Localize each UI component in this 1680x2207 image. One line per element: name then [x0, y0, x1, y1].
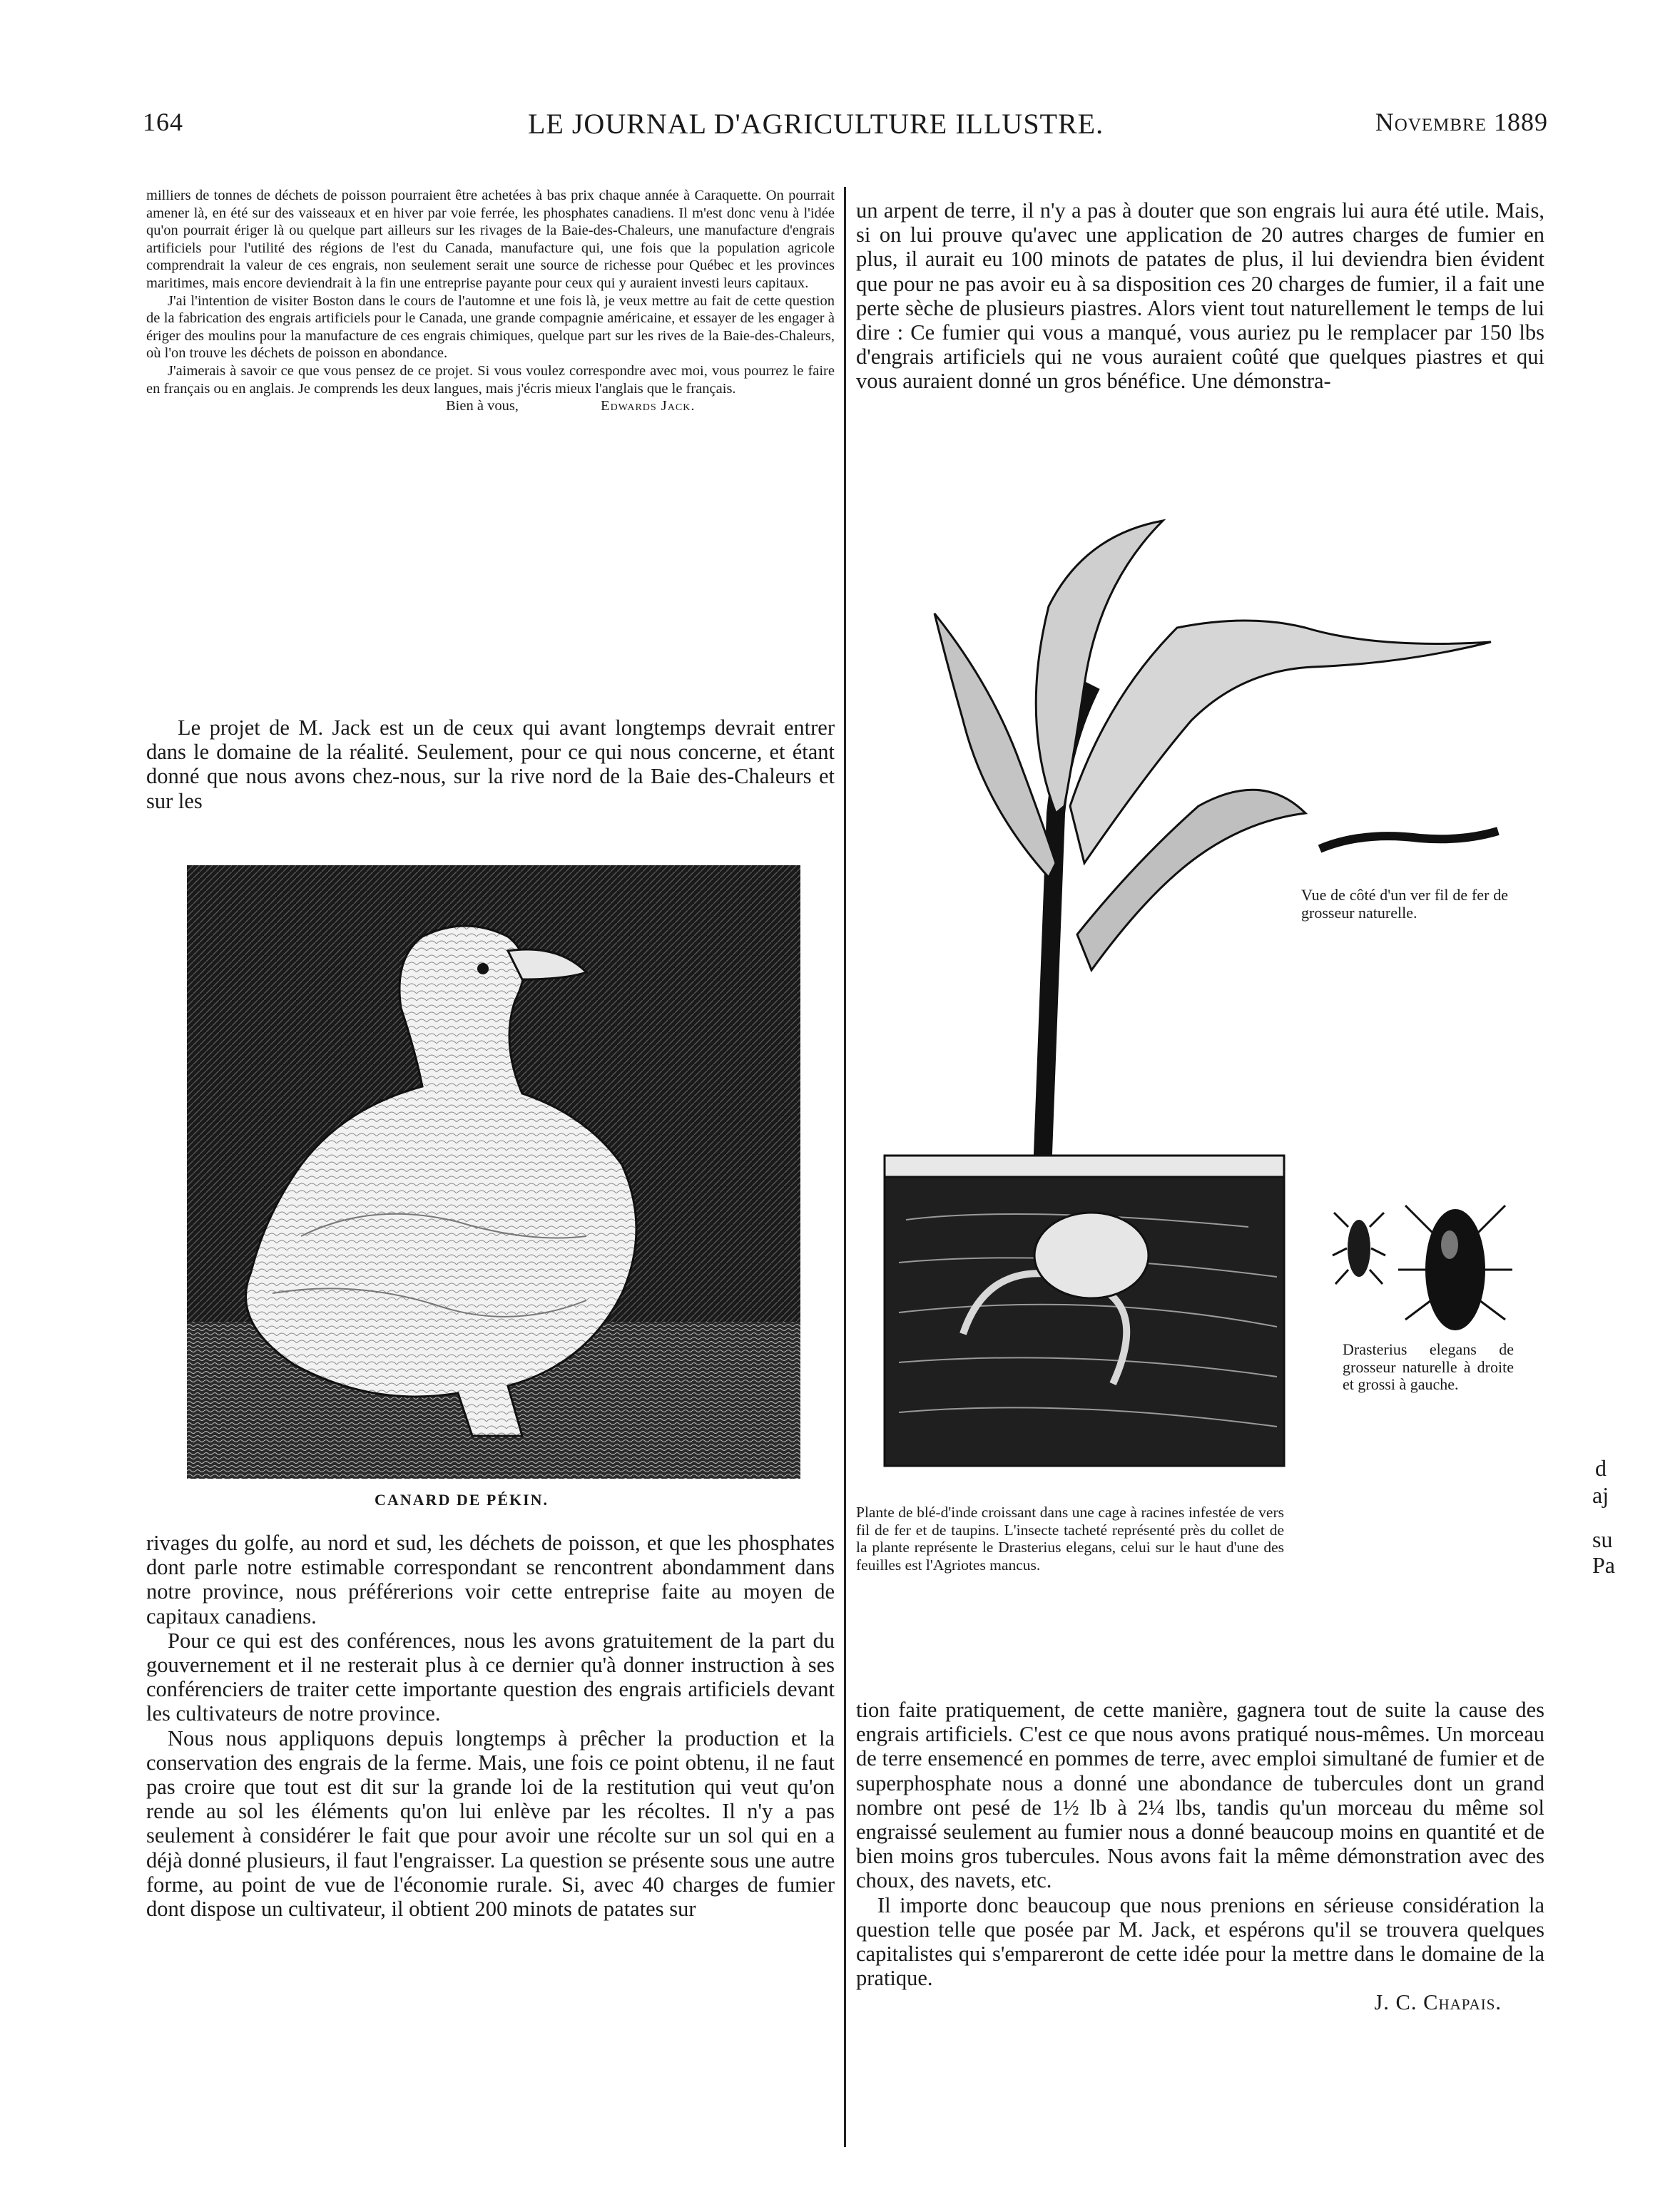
editorial-paragraph-3: Pour ce qui est des conférences, nous les avons gratuitement de la part du gouvernement et il ne resterait plus à ce dernier qu'à donner instruction à ses conférenciers de traiter cette importante question des engrais artificiels devant les cultivateurs de notre province.: [146, 1628, 835, 1726]
letter-block: [146, 187, 835, 415]
beetle-illustration: [1327, 1191, 1519, 1334]
letter-paragraph: milliers de tonnes de déchets de poisson pourraient être achetées à bas prix chaque année à Caraquette. On pourrait amener là, en été sur des vaisseaux et en hiver par voie ferrée, les phosphates canadiens. Il m'est donc venu à l'idée qu'on pourrait ériger là ou quelque part ailleurs sur les rivages de la Baie-des-Chaleurs, une manufacture d'engrais artificiels pour l'utilité des régions de l'est du Canada, manufacture qui, une fois que la population agricole comprendrait la valeur de ces engrais, non seulement serait une source de richesse pour Québec et les provinces maritimes, mais encore deviendrait à la fin une entreprise payante pour ceux qui y auraient investi leurs capitaux.: [146, 188, 835, 291]
letter-paragraph: J'aimerais à savoir ce que vous pensez de ce projet. Si vous voulez correspondre avec moi, vous pourrez le faire en français ou en anglais. Je comprends les deux langues, mais j'écris mieux l'anglais que le français.: [146, 362, 835, 397]
article-signature: J. C. Chapais.: [1374, 1990, 1502, 2015]
page-header: [143, 107, 1548, 150]
editorial-paragraph-1: Le projet de M. Jack est un de ceux qui avant longtemps devrait entrer dans le domaine de la réalité. Seulement, pour ce qui nous concerne, et étant donné que nous avons chez-nous, sur la rive nord de la Baie des-Chaleurs et sur les: [146, 715, 835, 813]
journal-title: LE JOURNAL D'AGRICULTURE ILLUSTRE.: [528, 108, 1104, 140]
margin-fragment: d: [1595, 1455, 1607, 1481]
right-paragraphs: [856, 1698, 1544, 2015]
duck-engraving-icon: [187, 865, 800, 1479]
letter-closing: Bien à vous,: [446, 398, 519, 414]
column-divider: [844, 187, 846, 2147]
issue-date: Novembre 1889: [1375, 108, 1548, 136]
beetle-icon: [1327, 1191, 1519, 1334]
editorial-paragraph-2: rivages du golfe, au nord et sud, les déchets de poisson, et que les phosphates dont parle notre estimable correspondant se rencontrent abondamment dans notre province, nous préférerions voir cette entreprise faite au moyen de capitaux canadiens.: [146, 1531, 835, 1629]
letter-signature: Edwards Jack.: [601, 398, 696, 414]
page-number: 164: [143, 108, 183, 136]
worm-caption: Vue de côté d'un ver fil de fer de grosseur naturelle.: [1301, 886, 1508, 922]
right-paragraph-3: Il importe donc beaucoup que nous prenions en sérieuse considération la question telle que posée par M. Jack, et espérons qu'il se trouvera quelques capitalistes qui s'empareront de cette idée pour la mettre dans le domaine de la pratique.: [856, 1892, 1544, 1991]
editorial-paragraphs-left: [146, 1531, 835, 1921]
letter-signoff: [146, 397, 835, 415]
margin-fragment: Pa: [1592, 1552, 1615, 1578]
beetle-caption: Drasterius elegans de grosseur naturelle à droite et grossi à gauche.: [1343, 1340, 1514, 1394]
right-paragraph-2: tion faite pratiquement, de cette manière, gagnera tout de suite la cause des engrais artificiels. C'est ce que nous avons pratiqué nous-mêmes. Un morceau de terre ensemencé en pommes de terre, avec emploi simultané de fumier et de superphosphate nous a donné une abondance de tubercules dont un grand nombre ont pesé de 1½ lb à 2¼ lbs, tandis qu'un morceau du même sol engraissé seulement au fumier nous a donné beaucoup moins en quantité et de bien moins gros tubercules. Nous avons fait la même démonstration avec des choux, des navets, etc.: [856, 1698, 1544, 1893]
right-paragraph-1: un arpent de terre, il n'y a pas à douter que son engrais lui aura été utile. Mais, si on lui prouve qu'avec une application de 20 autres charges de fumier en plus, il aurait eu 100 minots de patates de plus, il lui deviendra bien évident que pour ne pas avoir eu à sa disposition ces 20 charges de fumier, il a fait une perte sèche de plusieurs piastres. Alors vient tout naturellement le temps de lui dire : Ce fumier qui vous a manqué, vous auriez pu le remplacer par 150 lbs d'engrais artificiels qui ne vous auraient coûté que quelques piastres et qui vous auraient donné un gros bénéfice. Une démonstra-: [856, 198, 1544, 394]
letter-paragraph: J'ai l'intention de visiter Boston dans le cours de l'automne et une fois là, je veux mettre au fait de cette question de la fabrication des engrais artificiels pour le Canada, une grande compagnie américaine, et essayer de les engager à ériger des moulins pour la manufacture de ces engrais chimiques, quelque part sur les rives de la Baie-des-Chaleurs, où l'on trouve les déchets de poisson en abondance.: [146, 292, 835, 362]
plant-caption: Plante de blé-d'inde croissant dans une cage à racines infestée de vers fil de fer et de taupins. L'insecte tacheté représenté près du collet de la plante représente le Drasterius elegans, celui sur le haut d'une des feuilles est l'Agriotes mancus.: [856, 1504, 1284, 1574]
editorial-paragraph-4: Nous nous appliquons depuis longtemps à prêcher la production et la conservation des engrais de la ferme. Mais, une fois ce point obtenu, il ne faut pas croire que tout est dit sur la grande loi de la restitution qui veut qu'on rende au sol les éléments qu'on lui enlève par les récoltes. Il n'y a pas seulement à considérer le fait que pour avoir une récolte sur un sol qui en a déjà donné plusieurs, il faut l'engraisser. La question se présente sous une autre forme, au point de vue de l'économie rurale. Si, avec 40 charges de fumier dont dispose un cultivateur, il obtient 200 minots de patates sur: [146, 1726, 835, 1922]
duck-caption: CANARD DE PÉKIN.: [375, 1491, 549, 1509]
margin-fragment: su: [1592, 1526, 1613, 1552]
pekin-duck-illustration: [187, 865, 800, 1479]
margin-fragment: aj: [1592, 1482, 1609, 1508]
